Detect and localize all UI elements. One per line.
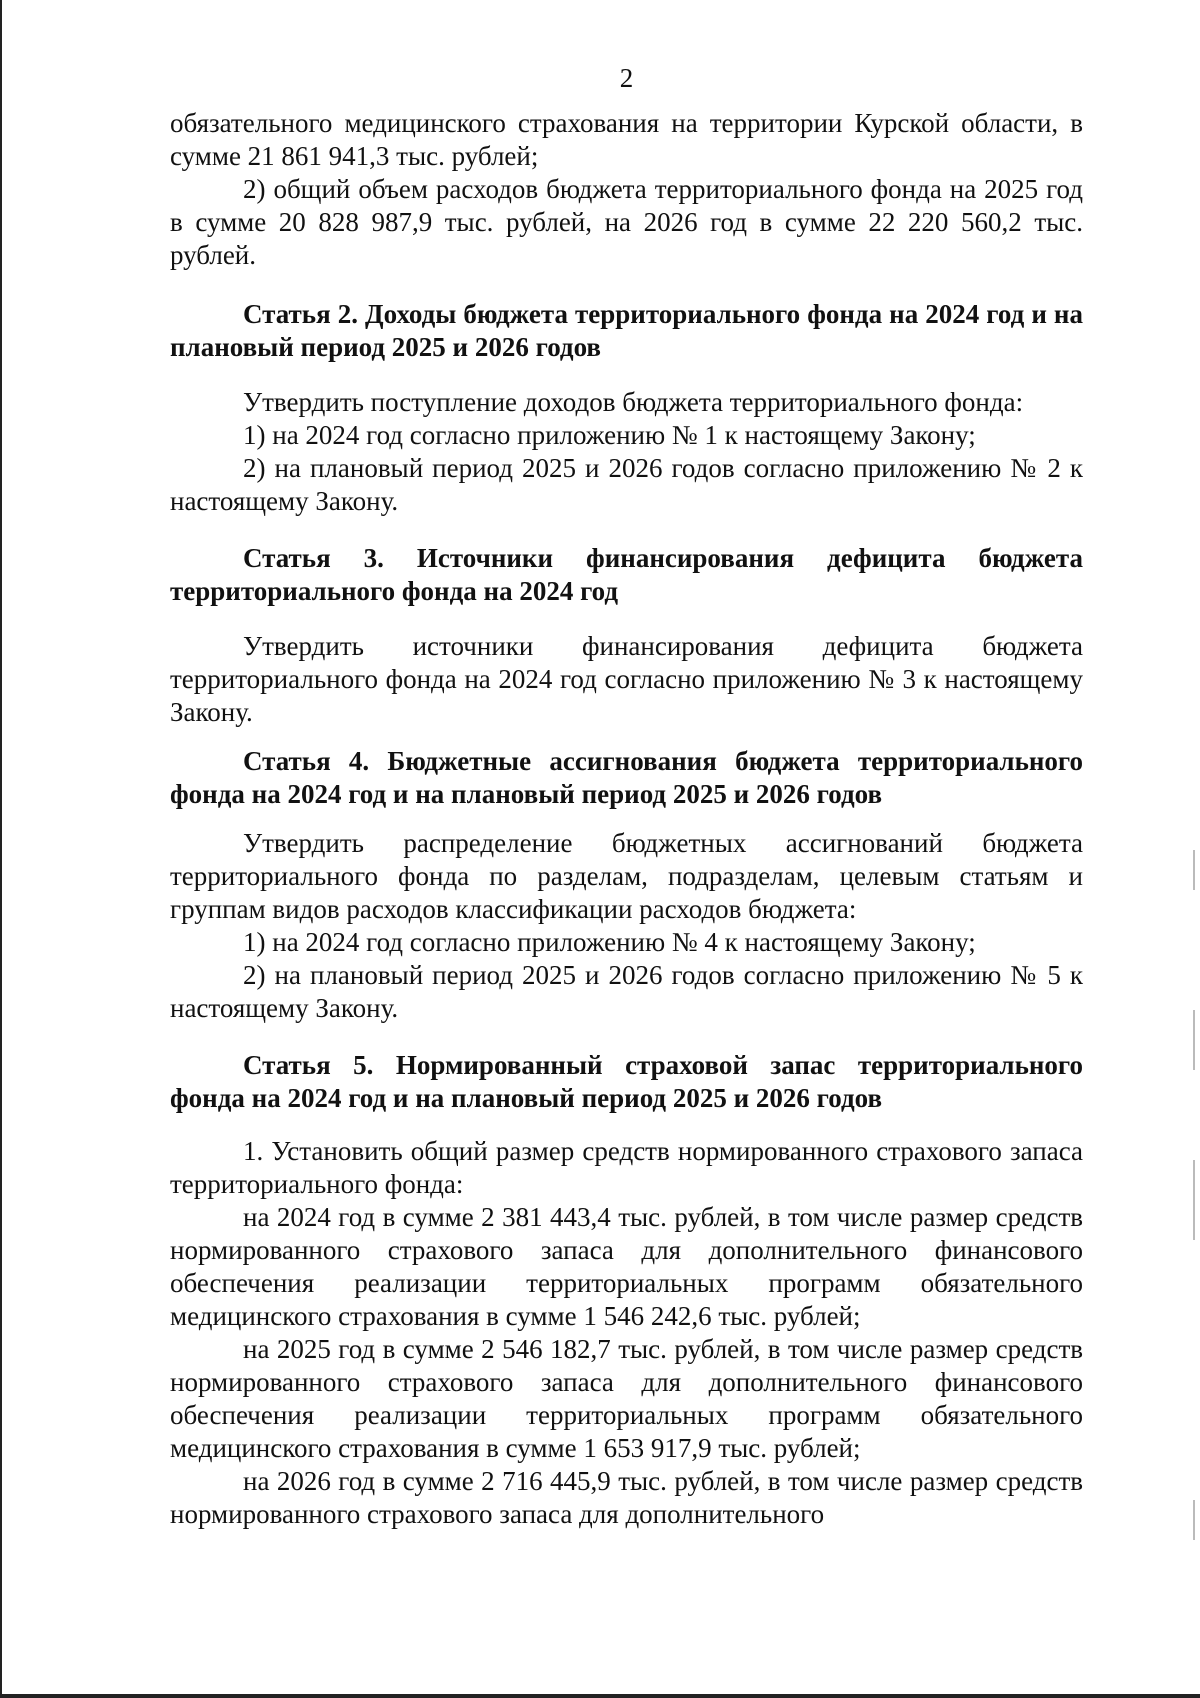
- article-2-paragraph: 1) на 2024 год согласно приложению № 1 к настоящему Закону;: [243, 420, 976, 450]
- article-5-paragraph: 1. Установить общий размер средств нормированного страхового запаса территориального фонда:: [170, 1136, 1083, 1199]
- article-3-heading: Статья 3. Источники финансирования дефицита бюджета территориального фонда на 2024 год: [170, 543, 1083, 606]
- article-4-paragraph: 1) на 2024 год согласно приложению № 4 к настоящему Закону;: [243, 927, 976, 957]
- document-body: [170, 62, 1083, 1531]
- scan-artifact: [1193, 1500, 1195, 1540]
- article-2-paragraph: 2) на плановый период 2025 и 2026 годов согласно приложению № 2 к настоящему Закону.: [170, 453, 1083, 516]
- intro-paragraph-1: обязательного медицинского страхования на территории Курской области, в сумме 21 861 941,3 тыс. рублей;: [170, 108, 1083, 171]
- scan-edge-left: [0, 0, 2, 1698]
- scan-edge-bottom: [0, 1694, 1200, 1698]
- scan-artifact: [1193, 1160, 1195, 1240]
- article-2-paragraph: Утвердить поступление доходов бюджета территориального фонда:: [243, 387, 1024, 417]
- article-5-paragraph: на 2026 год в сумме 2 716 445,9 тыс. рублей, в том числе размер средств нормированного страхового запаса для дополнительного: [170, 1466, 1083, 1529]
- article-5-heading: Статья 5. Нормированный страховой запас территориального фонда на 2024 год и на плановый период 2025 и 2026 годов: [170, 1050, 1083, 1113]
- page-number: 2: [619, 63, 634, 93]
- article-4-paragraph: Утвердить распределение бюджетных ассигнований бюджета территориального фонда по разделам, подразделам, целевым статьям и группам видов расходов классификации расходов бюджета:: [170, 828, 1083, 924]
- article-5-paragraph: на 2025 год в сумме 2 546 182,7 тыс. рублей, в том числе размер средств нормированного страхового запаса для дополнительного финансового обеспечения реализации территориальных программ обязательного медицинского страхования в сумме 1 653 917,9 тыс. рублей;: [170, 1334, 1083, 1463]
- article-3-paragraph: Утвердить источники финансирования дефицита бюджета территориального фонда на 2024 год согласно приложению № 3 к настоящему Закону.: [170, 631, 1083, 727]
- article-4-paragraph: 2) на плановый период 2025 и 2026 годов согласно приложению № 5 к настоящему Закону.: [170, 960, 1083, 1023]
- article-4-heading: Статья 4. Бюджетные ассигнования бюджета территориального фонда на 2024 год и на плановый период 2025 и 2026 годов: [170, 746, 1083, 809]
- article-2-heading: Статья 2. Доходы бюджета территориального фонда на 2024 год и на плановый период 2025 и 2026 годов: [170, 299, 1083, 362]
- intro-paragraph-2: 2) общий объем расходов бюджета территориального фонда на 2025 год в сумме 20 828 987,9 тыс. рублей, на 2026 год в сумме 22 220 560,2 тыс. рублей.: [170, 174, 1083, 270]
- scan-artifact: [1193, 1010, 1195, 1070]
- scan-artifact: [1193, 850, 1195, 890]
- article-5-paragraph: на 2024 год в сумме 2 381 443,4 тыс. рублей, в том числе размер средств нормированного страхового запаса для дополнительного финансового обеспечения реализации территориальных программ обязательного медицинского страхования в сумме 1 546 242,6 тыс. рублей;: [170, 1202, 1083, 1331]
